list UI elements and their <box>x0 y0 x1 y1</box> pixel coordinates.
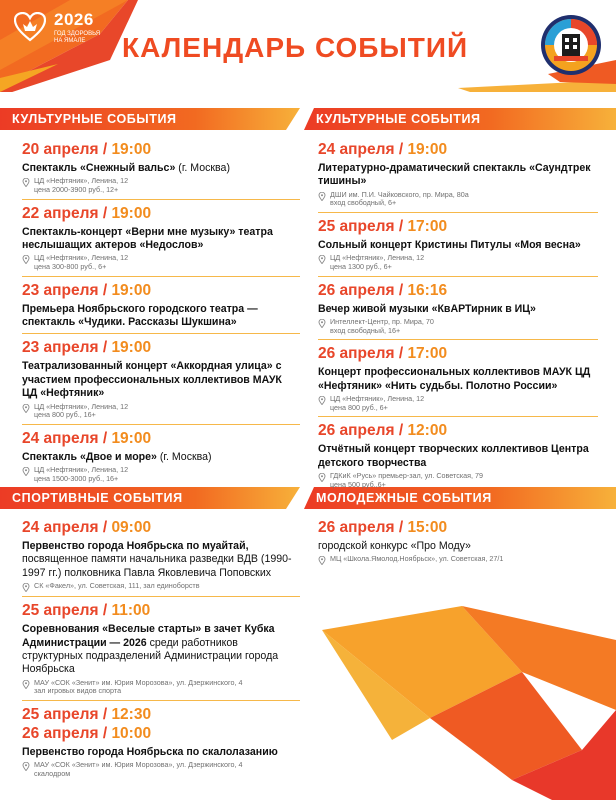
event-title <box>22 540 300 580</box>
event-date-time <box>318 140 598 159</box>
event-date-time <box>22 338 300 357</box>
event-date-time <box>22 601 300 620</box>
event-time: 15:00 <box>407 519 448 536</box>
event-item <box>22 200 300 277</box>
logo <box>14 10 114 50</box>
location-pin-icon <box>22 680 30 689</box>
event-title <box>22 360 300 400</box>
section-banner-sport <box>0 487 300 509</box>
event-date-time <box>318 518 598 537</box>
event-location <box>22 582 300 592</box>
event-time: 19:00 <box>111 339 152 357</box>
location-pin-icon <box>318 255 326 264</box>
event-title-rest: посвященное памяти начальника разведки ВДВ (1990-1997 гг.) полковника Павла Яковлевича Поповских <box>22 553 292 579</box>
event-date-time <box>318 421 598 440</box>
event-info-line: ЦД «Нефтяник», Ленина, 12 <box>330 253 425 263</box>
event-title <box>22 226 300 253</box>
date-separator: / <box>98 141 112 158</box>
event-date: 23 апреля <box>22 281 99 299</box>
event-date: 26 апреля <box>318 519 395 536</box>
event-location <box>318 191 598 208</box>
event-item <box>318 340 598 417</box>
date-separator: / <box>394 345 408 363</box>
event-time: 09:00 <box>111 519 152 536</box>
section-banner-culture-left <box>0 108 300 130</box>
event-item <box>318 514 598 569</box>
logo-subtitle <box>54 31 114 45</box>
event-location <box>318 555 598 565</box>
event-info-line: цена 800 руб., 16+ <box>34 410 96 420</box>
location-pin-icon <box>22 762 30 771</box>
heart-logo-icon <box>14 12 46 42</box>
header <box>0 0 616 92</box>
event-time: 12:00 <box>407 422 448 440</box>
event-item <box>22 334 300 424</box>
event-info-line: СК «Факел», ул. Советская, 111, зал единоборств <box>34 581 200 591</box>
sport-events <box>22 514 300 783</box>
event-title <box>22 162 300 175</box>
event-date-time <box>22 429 300 448</box>
event-info-line: цена 800 руб., 6+ <box>330 402 388 412</box>
event-title <box>318 443 598 470</box>
event-date-time <box>318 281 598 300</box>
event-date-time <box>318 344 598 363</box>
event-date-time-2 <box>22 724 300 743</box>
event-date-time <box>22 204 300 223</box>
section-banner-culture-right <box>304 108 616 130</box>
event-date-2: 26 апреля <box>22 725 99 743</box>
event-time: 19:00 <box>111 204 152 222</box>
logo-subtitle-line-1: ГОД ЗДОРОВЬЯ <box>54 31 101 37</box>
event-title <box>318 239 598 252</box>
event-title-bold: Премьера Ноябрьского городского театра — спектакль «Чудики. Рассказы Шукшина» <box>22 302 258 328</box>
event-item <box>22 701 300 783</box>
date-separator: / <box>98 429 112 447</box>
location-pin-icon <box>22 404 30 413</box>
date-separator: / <box>394 218 408 235</box>
event-title-rest: (г. Москва) <box>156 450 212 463</box>
event-location <box>22 761 300 778</box>
event-info-line: зал игровых видов спорта <box>34 686 122 696</box>
event-title-rest: (г. Москва) <box>175 162 230 174</box>
event-info-line: МЦ «Школа.Ямолод.Ноябрьск», ул. Советская, 27/1 <box>330 554 504 564</box>
event-time: 17:00 <box>407 345 448 363</box>
event-info-line: ГДКиК «Русь» премьер-зал, ул. Советская, 79 <box>330 471 484 480</box>
event-title <box>318 366 598 393</box>
event-date: 23 апреля <box>22 339 99 357</box>
event-info-line: скалодром <box>34 769 71 779</box>
event-date-time <box>22 518 300 537</box>
event-date-time <box>22 705 300 724</box>
section-title: СПОРТИВНЫЕ СОБЫТИЯ <box>12 491 183 505</box>
event-time: 12:30 <box>111 706 152 724</box>
event-info-line: цена 1500-3000 руб., 16+ <box>34 473 119 483</box>
event-date: 20 апреля <box>22 141 99 158</box>
event-item <box>22 136 300 200</box>
event-info-line: ЦД «Нефтяник», Ленина, 12 <box>34 253 129 263</box>
event-info-line: цена 2000-3900 руб., 12+ <box>34 185 119 194</box>
event-info-line: цена 1300 руб., 6+ <box>330 262 392 271</box>
location-pin-icon <box>318 473 326 482</box>
event-item <box>22 425 300 488</box>
event-location <box>318 472 598 489</box>
event-info-line: ЦД «Нефтяник», Ленина, 12 <box>34 465 129 475</box>
event-title-bold: Концерт профессиональных коллективов МАУК ЦД «Нефтяник» «Нить судьбы. Полотно России» <box>318 366 591 392</box>
event-info-line: МАУ «СОК «Зенит» им. Юрия Морозова», ул. Дзержинского, 4 <box>34 760 243 770</box>
location-pin-icon <box>22 467 30 476</box>
event-title-bold: Первенство города Ноябрьска по муайтай, <box>22 540 249 552</box>
event-title-bold: Сольный концерт Кристины Питулы «Моя весна» <box>318 239 581 251</box>
event-title <box>22 623 300 677</box>
date-separator: / <box>394 281 408 299</box>
event-date: 25 апреля <box>22 602 99 620</box>
event-title <box>22 746 300 759</box>
location-pin-icon <box>22 583 30 592</box>
date-separator: / <box>98 339 112 357</box>
event-title-bold: Спектакль-концерт «Верни мне музыку» театра неслышащих актеров «Недослов» <box>22 225 273 251</box>
location-pin-icon <box>318 319 326 328</box>
event-title <box>318 540 598 553</box>
event-info-line: ДШИ им. П.И. Чайковского, пр. Мира, 80а <box>330 189 469 199</box>
event-time: 17:00 <box>407 218 448 235</box>
event-item <box>22 514 300 597</box>
event-title-bold: Отчётный концерт творческих коллективов Центра детского творчества <box>318 443 589 469</box>
event-title <box>22 451 300 464</box>
event-title <box>318 162 598 189</box>
event-info-line: Интеллект-Центр, пр. Мира, 70 <box>330 317 434 326</box>
location-pin-icon <box>22 255 30 264</box>
event-item <box>318 136 598 213</box>
event-title-bold: Спектакль «Снежный вальс» <box>22 162 176 174</box>
location-pin-icon <box>22 178 30 187</box>
event-title-bold: Соревнования «Веселые старты» в зачет Кубка Администрации — 2026 <box>22 623 275 649</box>
event-title-bold: Театрализованный концерт «Аккордная улица» с участием профессиональных коллективов МАУК ЦД «Нефтяник» <box>22 360 282 400</box>
date-separator: / <box>98 706 112 724</box>
event-info-line: вход свободный, 16+ <box>330 325 401 335</box>
event-item <box>22 597 300 701</box>
location-pin-icon <box>318 192 326 201</box>
section-title: МОЛОДЕЖНЫЕ СОБЫТИЯ <box>316 491 492 505</box>
event-title <box>318 303 598 316</box>
date-separator: / <box>394 519 408 536</box>
section-title: КУЛЬТУРНЫЕ СОБЫТИЯ <box>316 112 481 126</box>
event-info-line: ЦД «Нефтяник», Ленина, 12 <box>34 401 129 411</box>
event-info-line: цена 300-800 руб., 6+ <box>34 262 107 271</box>
event-time-2: 10:00 <box>111 725 152 743</box>
event-date-time <box>22 281 300 300</box>
event-info-line: вход свободный, 6+ <box>330 198 397 208</box>
date-separator: / <box>98 602 112 620</box>
date-separator: / <box>394 141 408 158</box>
event-time: 19:00 <box>407 141 448 158</box>
event-title-bold: Первенство города Ноябрьска по скалолазанию <box>22 746 278 759</box>
event-date: 24 апреля <box>318 141 395 158</box>
event-time: 19:00 <box>111 281 152 299</box>
event-info-line: МАУ «СОК «Зенит» им. Юрия Морозова», ул. Дзержинского, 4 <box>34 677 243 687</box>
event-location <box>22 254 300 271</box>
event-time: 19:00 <box>111 429 152 447</box>
event-location <box>22 679 300 696</box>
location-pin-icon <box>318 556 326 565</box>
event-info-line: ЦД «Нефтяник», Ленина, 12 <box>34 176 129 186</box>
event-date: 25 апреля <box>22 706 99 724</box>
culture-events-left <box>22 136 300 487</box>
event-title-bold: Спектакль «Двое и море» <box>22 450 157 463</box>
festival-emblem-icon <box>540 14 602 76</box>
event-date-time <box>318 217 598 236</box>
event-title-bold: Вечер живой музыки «КвАРТирник в ИЦ» <box>318 302 536 315</box>
event-title-rest: среди работников структурных подразделений Администрации города Ноябрьска <box>22 636 279 676</box>
event-date: 24 апреля <box>22 519 99 536</box>
event-title-rest: городской конкурс «Про Моду» <box>318 540 471 552</box>
event-info-line: ЦД «Нефтяник», Ленина, 12 <box>330 394 425 403</box>
event-date: 26 апреля <box>318 281 395 299</box>
event-item <box>318 213 598 277</box>
logo-year: 2026 <box>54 10 94 29</box>
date-separator: / <box>98 519 112 536</box>
page-title: КАЛЕНДАРЬ СОБЫТИЙ <box>122 32 469 63</box>
event-time: 11:00 <box>111 602 151 620</box>
date-separator: / <box>98 725 112 743</box>
event-date: 22 апреля <box>22 204 99 222</box>
date-separator: / <box>394 422 408 440</box>
event-date: 24 апреля <box>22 429 99 447</box>
event-date: 25 апреля <box>318 218 395 235</box>
youth-events <box>318 514 598 569</box>
event-info-line: цена 500 руб.,6+ <box>330 479 386 489</box>
location-pin-icon <box>318 396 326 405</box>
event-date: 26 апреля <box>318 345 395 363</box>
section-title: КУЛЬТУРНЫЕ СОБЫТИЯ <box>12 112 177 126</box>
event-date-time <box>22 140 300 159</box>
event-location <box>318 395 598 412</box>
event-item <box>318 277 598 341</box>
culture-events-right <box>318 136 598 493</box>
event-location <box>318 318 598 335</box>
event-title <box>22 303 300 330</box>
event-date: 26 апреля <box>318 422 395 440</box>
event-location <box>22 466 300 483</box>
logo-subtitle-line-2: НА ЯМАЛЕ <box>54 38 86 44</box>
event-item <box>22 277 300 335</box>
event-location <box>22 177 300 194</box>
event-location <box>318 254 598 271</box>
event-location <box>22 403 300 420</box>
decorative-ribbon-shape <box>312 600 616 800</box>
event-title-bold: Литературно-драматический спектакль «Саундтрек тишины» <box>318 162 591 188</box>
date-separator: / <box>98 204 112 222</box>
event-item <box>318 417 598 493</box>
event-time: 16:16 <box>407 281 448 299</box>
date-separator: / <box>98 281 112 299</box>
event-time: 19:00 <box>111 141 152 158</box>
